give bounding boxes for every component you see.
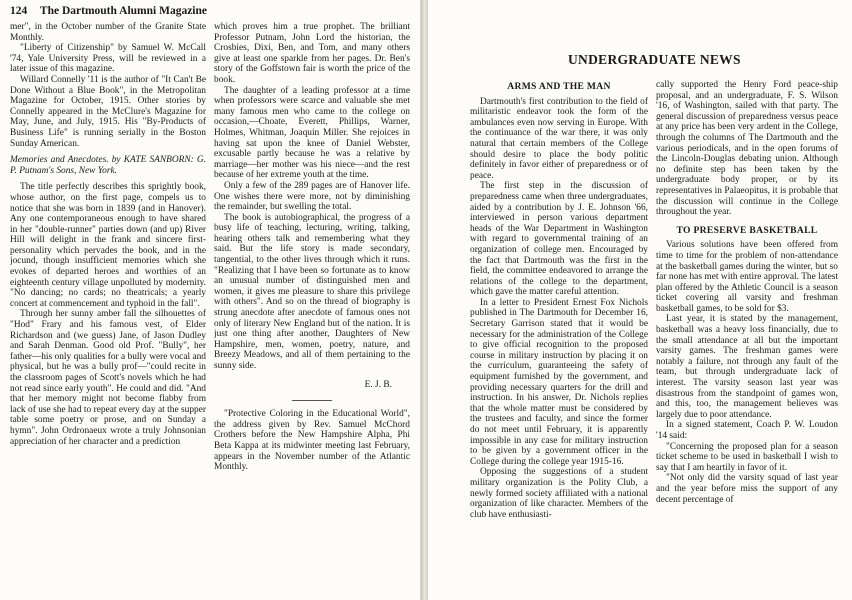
paragraph: "Protective Coloring in the Educational World", the address given by Rev. Samuel McChord Crothers before the New Hampshire Alpha, Phi Beta Kappa at its midwinter meeting last February, appears in the November number of the Atlantic Monthly. <box>214 409 410 473</box>
right-column-2 <box>656 80 838 594</box>
left-column-2 <box>214 22 410 594</box>
paragraph: Through her sunny amber fall the silhouettes of "Hod" Frary and his famous vest, of Elder Richardson and (we guess) Jane, of Jason Dudley and Sarah Denman. Good old Prof. "Bully", her father—his only qualities for a bully were vocal and physical, but he was a bully prof—"could recite in the classroom pages of Scott's novels which he had not read since early youth". He could and did. "And that her memory might not become flabby from lack of use she had to repeat every day at the supper table some poetry or prose, and on Sunday a hymn". John Ordronaeux wrote a truly Johnsonian appreciation of her character and a prediction <box>10 309 206 447</box>
paragraph: "Not only did the varsity squad of last year and the year before miss the support of any decent percentage of <box>656 473 838 505</box>
paragraph: which proves him a true prophet. The brilliant Professor Putnam, John Lord the historian, the Crosbies, Dixi, Ben, and Tom, and many others give at least one sparkle from her pages. Dr. Ben's story of the Goffstown fair is worth the price of the book. <box>214 22 410 85</box>
paragraph: The daughter of a leading professor at a time when professors were scarce and valuable she met many famous men who came to the college on occasion,—Choate, Everett, Phillips, Warner, Holmes, Whitman, Joaquin Miller. She rejoices in having sat upon the knee of Daniel Webster, excusable partly because he was a relative by marriage—her mother was his niece—and the rest because of her extreme youth at the time. <box>214 85 410 181</box>
paragraph: cally supported the Henry Ford peace-ship proposal, and an undergraduate, F. S. Wilson '16, of Washington, sailed with that party. The general discussion of preparedness versus peace at any price has been very ardent in the College, through the columns of The Dartmouth and the various periodicals, and in the open forums of the Lincoln-Douglas debating union. Although no definite step has been taken by the undergraduate body proper, or by its representatives in Palaeopitus, it is probable that the discussion will continue in the College throughout the year. <box>656 80 838 218</box>
paragraph: mer", in the October number of the Granite State Monthly. <box>10 22 206 43</box>
paragraph: The title perfectly describes this sprightly book, whose author, on the first page, compels us to notice that she was born in 1839 (and in Hanover). Any one contemporaneous enough to have shared in her "double-runner" parties down (and up) River Hill will delight in the frank and sincere first-personality which pervades the book, and in the jocund, though insufficient memories which she evokes of departed heroes and worthies of an eighteenth century village unpolluted by modernity. "No dancing; no cards; no theatricals; a yearly concert at commencement and typhoid in the fall". <box>10 182 206 309</box>
section-divider <box>292 400 332 401</box>
book-review-heading: Memories and Anecdotes. by KATE SANBORN: G. P. Putnam's Sons, New York. <box>10 155 206 176</box>
paragraph: The book is autobiographical, the progress of a busy life of teaching, lecturing, writing, talking, hearing others talk and remembering what they said. But the life story is made secondary, tangential, to the other lives through which it runs. "Realizing that I have been so fortunate as to know an unusual number of distinguished men and women, it gives me pleasure to share this privilege with others". And so on the thread of biography is strung anecdote after anecdote of famous ones not only of literary New England but of the nation. It is just one thing after another, Daughters of New Hampshire, men, women, poetry, nature, and Breezy Meadows, and all of them pertaining to the sunny side. <box>214 212 410 371</box>
paragraph: "Liberty of Citizenship" by Samuel W. McCall '74, Yale University Press, will be reviewed in a later issue of this magazine. <box>10 43 206 75</box>
review-signature: E. J. B. <box>364 379 392 390</box>
left-page <box>0 0 421 600</box>
paragraph: In a letter to President Ernest Fox Nichols published in The Dartmouth for December 16, Secretary Garrison stated that it would be necessary for the administration of the College to give official recognition to the proposed course in military instruction by placing it on the curriculum, guaranteeing the safety of equipment furnished by the government, and providing necessary quarters for the drill and instruction. In his answer, Dr. Nichols replies that the whole matter must be considered by the trustees and faculty, and since the former do not meet until February, it is apparently impossible in any case for military instruction to be given by a government officer in the College during the college year 1915-16. <box>470 297 648 467</box>
paragraph: "Concerning the proposed plan for a season ticket scheme to be used in basketball I wish to say that I am heartily in favor of it. <box>656 441 838 473</box>
left-column-1 <box>10 22 206 594</box>
paragraph: The first step in the discussion of preparedness came when three undergraduates, aided by a contribution by J. E. Johnson '66, interviewed in person various department heads of the War Department in Washington with regard to governmental training of an organization of college men. Encouraged by the fact that Dartmouth was the first in the field, the committee endeavored to arrange the relations of the college to the department, which gave the matter careful attention. <box>470 181 648 298</box>
paragraph: Last year, it is stated by the management, basketball was a heavy loss financially, due to the small attendance at all but the important varsity games. The freshman games were notably a failure, not through any fault of the team, but through undergraduate lack of interest. The varsity season last year was disastrous from the standpoint of games won, and this, too, the management believes was largely due to poor attendance. <box>656 314 838 420</box>
magazine-title: The Dartmouth Alumni Magazine <box>39 5 207 17</box>
paragraph: Willard Connelly '11 is the author of "It Can't Be Done Without a Blue Book", in the Metropolitan Magazine for October, 1915. Other stories by Connelly appeared in the McClure's Magazine for May, June, and July, 1915. His "By-Products of Business Life" is running serially in the Boston Sunday American. <box>10 74 206 149</box>
paragraph: Only a few of the 289 pages are of Hanover life. One wishes there were more, not by diminishing the remainder, but swelling the total. <box>214 180 410 213</box>
section-title: UNDERGRADUATE NEWS <box>568 52 741 67</box>
paragraph: Various solutions have been offered from time to time for the problem of non-attendance at the basketball games during the winter, but so far none has met with entire approval. The latest plan offered by the Athletic Council is a season ticket covering all varsity and freshman basketball games, to be sold for $3. <box>656 240 838 314</box>
article-heading-basketball: TO PRESERVE BASKETBALL <box>676 224 818 236</box>
book-gutter <box>421 0 428 600</box>
page-number: 124 <box>10 5 28 17</box>
paragraph: In a signed statement, Coach P. W. Loudon '14 said: <box>656 420 838 441</box>
running-head <box>10 5 410 17</box>
paragraph: Dartmouth's first contribution to the field of militaristic endeavor took the form of the ambulances even now serving in Europe. With the continuance of the war there, it was only natural that certain members of the College should desire to place the body politic definitely in favor either of preparedness or of peace. <box>470 96 648 181</box>
paragraph: Opposing the suggestions of a student military organization is the Polity Club, a newly formed society affiliated with a national organization of like character. Members of the club have enthusiasti- <box>470 467 648 520</box>
article-heading-arms: ARMS AND THE MAN <box>507 81 611 92</box>
right-column-1 <box>470 80 648 594</box>
right-page <box>428 0 852 600</box>
